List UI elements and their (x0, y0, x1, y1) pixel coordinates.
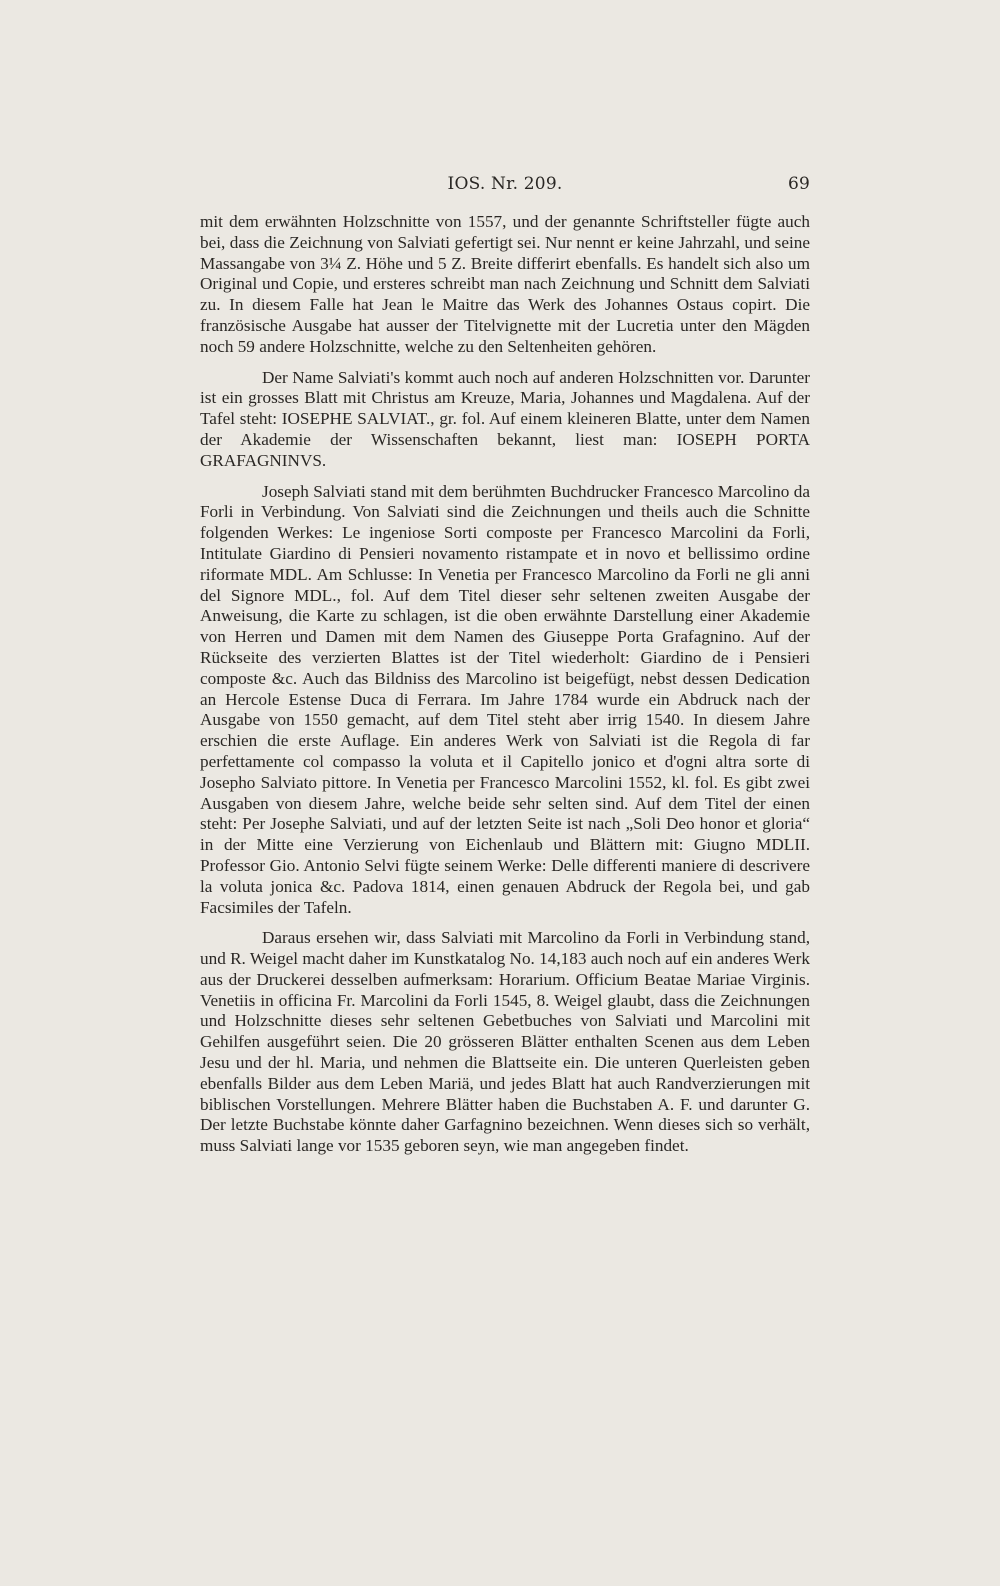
paragraph: mit dem erwähnten Holzschnitte von 1557, und der genannte Schriftsteller fügte auch bei, dass die Zeichnung von Salviati gefertigt sei. Nur nennt er keine Jahrzahl, und seine Massangabe von 3¼ Z. Höhe und 5 Z. Breite differirt ebenfalls. Es handelt sich also um Original und Copie, und ersteres schreibt man nach Zeichnung und Schnitt dem Salviati zu. In diesem Falle hat Jean le Maitre das Werk des Johannes Ostaus copirt. Die französische Ausgabe hat ausser der Titelvignette mit der Lucretia unter den Mägden noch 59 andere Holzschnitte, welche zu den Seltenheiten gehören. (200, 212, 810, 356)
page-number: 69 (787, 174, 810, 194)
body-text (200, 212, 810, 1167)
paragraph: Der Name Salviati's kommt auch noch auf anderen Holzschnitten vor. Darunter ist ein grosses Blatt mit Christus am Kreuze, Maria, Johannes und Magdalena. Auf der Tafel steht: IOSEPHE SALVIAT., gr. fol. Auf einem kleineren Blatte, unter dem Namen der Akademie der Wissenschaften bekannt, liest man: IOSEPH PORTA GRAFAGNINVS. (200, 367, 810, 470)
running-title: IOS. Nr. 209. (447, 174, 563, 194)
paragraph: Joseph Salviati stand mit dem berühmten Buchdrucker Francesco Marcolino da Forli in Verbindung. Von Salviati sind die Zeichnungen und theils auch die Schnitte folgenden Werkes: Le ingeniose Sorti composte per Francesco Marcolini da Forli, Intitulate Giardino di Pensieri novamento ristampate et in novo et bellissimo ordine riformate MDL. Am Schlusse: In Venetia per Francesco Marcolino da Forli ne gli anni del Signore MDL., fol. Auf dem Titel dieser sehr seltenen zweiten Ausgabe der Anweisung, die Karte zu schlagen, ist die oben erwähnte Darstellung einer Akademie von Herren und Damen mit dem Namen des Giuseppe Porta Grafagnino. Auf der Rückseite des verzierten Blattes ist der Titel wiederholt: Giardino de i Pensieri composte &c. Auch das Bildniss des Marcolino ist beigefügt, nebst dessen Dedication an Hercole Estense Duca di Ferrara. Im Jahre 1784 wurde ein Abdruck nach der Ausgabe von 1550 gemacht, auf dem Titel steht aber irrig 1540. In diesem Jahre erschien die erste Auflage. Ein anderes Werk von Salviati ist die Regola di far perfettamente col compasso la voluta et il Capitello jonico et d'ogni altra sorte di Josepho Salviato pittore. In Venetia per Francesco Marcolini 1552, kl. fol. Es gibt zwei Ausgaben von diesem Jahre, welche beide sehr selten sind. Auf dem Titel der einen steht: Per Josephe Salviati, und auf der letzten Seite ist nach „Soli Deo honor et gloria“ in der Mitte eine Verzierung von Eichenlaub und Blättern mit: Giugno MDLII. Professor Gio. Antonio Selvi fügte seinem Werke: Delle differenti maniere di descrivere la voluta jonica &c. Padova 1814, einen genauen Abdruck der Regola bei, und gab Facsimiles der Tafeln. (200, 481, 810, 917)
paragraph: Daraus ersehen wir, dass Salviati mit Marcolino da Forli in Verbindung stand, und R. Weigel macht daher im Kunstkatalog No. 14,183 auch noch auf ein anderes Werk aus der Druckerei desselben aufmerksam: Horarium. Officium Beatae Mariae Virginis. Venetiis in officina Fr. Marcolini da Forli 1545, 8. Weigel glaubt, dass die Zeichnungen und Holzschnitte dieses sehr seltenen Gebetbuches von Salviati und Marcolini mit Gehilfen ausgeführt seien. Die 20 grösseren Blätter enthalten Scenen aus dem Leben Jesu und der hl. Maria, und nehmen die Blattseite ein. Die unteren Querleisten geben ebenfalls Bilder aus dem Leben Mariä, und jedes Blatt hat auch Randverzierungen mit biblischen Vorstellungen. Mehrere Blätter haben die Buchstaben A. F. und darunter G. Der letzte Buchstabe könnte daher Garfagnino bezeichnen. Wenn dieses sich so verhält, muss Salviati lange vor 1535 geboren seyn, wie man angegeben findet. (200, 928, 810, 1156)
page-header (200, 174, 810, 200)
